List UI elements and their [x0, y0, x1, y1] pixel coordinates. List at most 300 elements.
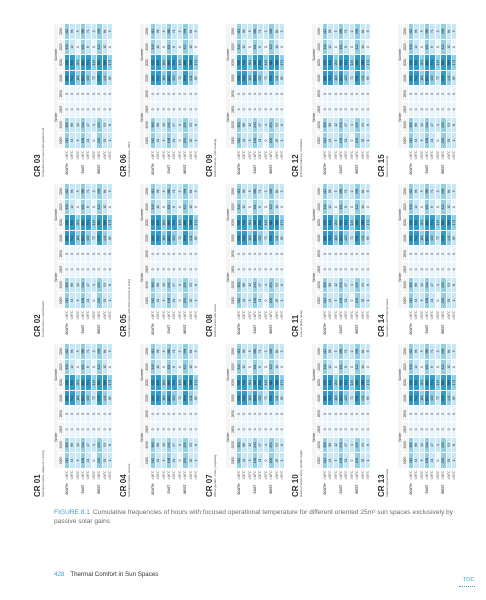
orientation-label: WEST — [269, 162, 274, 177]
hours-cell: 0 — [188, 246, 193, 262]
hours-cell: 53 — [360, 437, 365, 453]
year-header: 2050 — [317, 86, 322, 102]
hours-cell: 0 — [177, 262, 182, 278]
hours-cell: 0 — [177, 406, 182, 422]
hours-cell: 365 — [150, 277, 155, 293]
hours-cell: 0 — [107, 102, 112, 118]
hours-cell: 0 — [424, 102, 429, 118]
hours-cell: 880 — [441, 215, 446, 231]
hours-cell: 0 — [263, 199, 268, 215]
hours-cell: 322 — [441, 39, 446, 55]
hours-cell: 196 — [338, 453, 343, 469]
hours-cell: 12 — [414, 39, 419, 55]
hours-cell: 0 — [107, 262, 112, 278]
hours-cell: 512 — [328, 390, 333, 406]
temperature-condition: >26°C — [156, 468, 161, 482]
hours-cell: 0 — [328, 422, 333, 438]
year-header: 2050 — [145, 24, 150, 40]
hours-cell: 441 — [360, 230, 365, 246]
hours-cell: 880 — [355, 215, 360, 231]
hours-cell: 0 — [441, 246, 446, 262]
temperature-condition: >35°C — [107, 308, 112, 322]
hours-cell: 322 — [269, 199, 274, 215]
year-header: 2005 — [317, 453, 322, 469]
temperature-condition: >26°C — [102, 468, 107, 482]
temperature-condition: >35°C — [91, 308, 96, 322]
hours-cell: 412 — [150, 344, 155, 360]
temperature-condition: >18°C — [355, 148, 360, 162]
temperature-condition: >26°C — [86, 468, 91, 482]
hours-cell: 21 — [344, 453, 349, 469]
hours-cell: 171 — [365, 55, 370, 71]
year-header: 2005 — [403, 102, 408, 118]
hours-cell: 6 — [279, 277, 284, 293]
hours-cell: 512 — [70, 230, 75, 246]
toc-link[interactable]: TOC — [463, 577, 475, 583]
panel-description: Glazed balcony with shading — [213, 138, 217, 177]
hours-cell: 5 — [247, 24, 252, 40]
hours-cell: 512 — [156, 70, 161, 86]
hours-cell: 12 — [70, 199, 75, 215]
panel-description: Conservatory / semiheated — [41, 301, 45, 337]
year-header: 2050 — [403, 344, 408, 360]
hours-cell: 0 — [424, 246, 429, 262]
hours-cell: 4 — [91, 437, 96, 453]
hours-cell: 25 — [446, 453, 451, 469]
hours-cell: 0 — [333, 406, 338, 422]
hours-cell: 53 — [188, 117, 193, 133]
hours-cell: 834 — [269, 70, 274, 86]
hours-cell: 340 — [408, 359, 413, 375]
hours-cell: 512 — [414, 230, 419, 246]
hours-cell: 441 — [188, 230, 193, 246]
hours-cell: 72 — [177, 70, 182, 86]
hours-cell: 812 — [252, 70, 257, 86]
hours-cell: 312 — [236, 293, 241, 309]
hours-cell: 44 — [70, 133, 75, 149]
cr-panel — [290, 340, 376, 500]
hours-cell: 322 — [355, 39, 360, 55]
hours-cell: 380 — [80, 24, 85, 40]
orientation-label — [279, 322, 284, 337]
hours-cell: 512 — [414, 390, 419, 406]
temperature-condition: >26°C — [258, 308, 263, 322]
orientation-label — [279, 162, 284, 177]
hours-cell: 53 — [274, 117, 279, 133]
cr-panel — [32, 180, 118, 340]
hours-cell: 5 — [75, 184, 80, 200]
hours-cell: 0 — [177, 453, 182, 469]
hours-cell: 412 — [322, 184, 327, 200]
year-header: 2005 — [403, 133, 408, 149]
hours-cell: 0 — [75, 199, 80, 215]
temperature-condition: >18°C — [80, 148, 85, 162]
hours-cell: 0 — [279, 406, 284, 422]
hours-cell: 3 — [333, 133, 338, 149]
season-header: Summer — [54, 184, 59, 246]
hours-cell: 0 — [156, 86, 161, 102]
hours-cell: 365 — [322, 437, 327, 453]
year-header: 2050 — [403, 215, 408, 231]
hours-cell: 0 — [242, 102, 247, 118]
hours-cell: 0 — [150, 422, 155, 438]
hours-cell: 0 — [419, 262, 424, 278]
hours-cell: 12 — [419, 117, 424, 133]
hours-cell: 25 — [188, 293, 193, 309]
hours-cell: 3 — [107, 24, 112, 40]
hours-cell: 0 — [188, 102, 193, 118]
hours-cell: 53 — [188, 437, 193, 453]
hours-cell: 25 — [102, 133, 107, 149]
orientation-label: EAST — [424, 482, 429, 497]
hours-cell: 259 — [269, 437, 274, 453]
hours-cell: 0 — [333, 262, 338, 278]
hours-cell: 171 — [193, 55, 198, 71]
hours-cell: 96 — [70, 184, 75, 200]
year-header: 2050 — [403, 406, 408, 422]
orientation-label: EAST — [424, 322, 429, 337]
hours-cell: 866 — [424, 375, 429, 391]
hours-cell: 881 — [150, 390, 155, 406]
season-header: Winter — [54, 246, 59, 308]
hours-cell: 84 — [188, 184, 193, 200]
temperature-condition: >26°C — [102, 308, 107, 322]
hours-cell: 0 — [365, 422, 370, 438]
hours-cell: 149 — [177, 215, 182, 231]
hours-cell: 3 — [279, 24, 284, 40]
hours-cell: 205 — [441, 293, 446, 309]
year-header: 2005 — [317, 359, 322, 375]
year-header: 2050 — [403, 55, 408, 71]
temperature-condition: >35°C — [263, 148, 268, 162]
temperature-condition: >18°C — [338, 148, 343, 162]
hours-cell: 0 — [193, 39, 198, 55]
hours-cell: 0 — [328, 246, 333, 262]
hours-cell: 12 — [156, 199, 161, 215]
hours-cell: 149 — [91, 215, 96, 231]
temperature-condition: >18°C — [183, 148, 188, 162]
hours-cell: 4 — [263, 277, 268, 293]
hours-cell: 96 — [328, 344, 333, 360]
hours-cell: 53 — [102, 117, 107, 133]
orientation-label: SOUTH — [64, 323, 69, 335]
hours-cell: 812 — [338, 70, 343, 86]
year-header: 2005 — [403, 390, 408, 406]
hours-cell: 398 — [183, 344, 188, 360]
hours-cell: 88 — [414, 117, 419, 133]
hours-cell: 0 — [70, 406, 75, 422]
year-header: 2005 — [231, 102, 236, 118]
hours-cell: 96 — [242, 184, 247, 200]
orientation-label: EAST — [166, 482, 171, 497]
table-row — [193, 184, 198, 337]
hours-cell: 10 — [446, 39, 451, 55]
hours-cell: 84 — [446, 184, 451, 200]
hours-cell: 0 — [161, 262, 166, 278]
year-header: 2050 — [403, 86, 408, 102]
hours-cell: 0 — [360, 262, 365, 278]
hours-cell: 204 — [247, 215, 252, 231]
hours-cell: 441 — [102, 230, 107, 246]
hours-cell: 8 — [172, 199, 177, 215]
season-header: Summer — [398, 184, 403, 246]
hours-cell: 205 — [183, 133, 188, 149]
orientation-label — [365, 322, 370, 337]
hours-cell: 398 — [97, 24, 102, 40]
hours-cell: 398 — [183, 184, 188, 200]
hours-cell: 568 — [102, 55, 107, 71]
hours-cell: 241 — [338, 117, 343, 133]
orientation-label: SOUTH — [236, 323, 241, 335]
hours-cell: 512 — [70, 70, 75, 86]
hours-cell: 6 — [193, 117, 198, 133]
hours-cell: 10 — [360, 39, 365, 55]
hours-cell: 44 — [242, 133, 247, 149]
hours-cell: 71 — [344, 184, 349, 200]
panel-description: Glazed veranda — [385, 155, 389, 177]
temperature-condition: >35°C — [451, 308, 456, 322]
hours-cell: 0 — [274, 262, 279, 278]
hours-cell: 47 — [344, 437, 349, 453]
hours-cell: 21 — [258, 453, 263, 469]
hours-cell: 0 — [91, 262, 96, 278]
table-row — [107, 24, 112, 177]
hours-cell: 403 — [344, 390, 349, 406]
temperature-condition: >18°C — [80, 468, 85, 482]
hours-cell: 380 — [424, 344, 429, 360]
hours-cell: 88 — [70, 117, 75, 133]
hours-cell: 3 — [161, 453, 166, 469]
frequency-table — [311, 343, 371, 497]
hours-cell: 512 — [70, 390, 75, 406]
hours-cell: 149 — [177, 55, 182, 71]
hours-cell: 0 — [183, 102, 188, 118]
hours-cell: 531 — [86, 375, 91, 391]
temperature-condition: >35°C — [451, 468, 456, 482]
hours-cell: 21 — [430, 453, 435, 469]
hours-cell: 0 — [441, 86, 446, 102]
hours-cell: 0 — [279, 359, 284, 375]
hours-cell: 0 — [419, 406, 424, 422]
hours-cell: 365 — [236, 437, 241, 453]
hours-cell: 866 — [338, 55, 343, 71]
hours-cell: 47 — [258, 277, 263, 293]
hours-cell: 312 — [64, 453, 69, 469]
year-header: 2005 — [403, 199, 408, 215]
year-header: 2005 — [145, 230, 150, 246]
hours-cell: 0 — [91, 102, 96, 118]
hours-cell: 205 — [183, 453, 188, 469]
temperature-condition: >18°C — [64, 468, 69, 482]
hours-cell: 84 — [274, 24, 279, 40]
hours-cell: 0 — [252, 102, 257, 118]
hours-cell: 0 — [97, 86, 102, 102]
hours-cell: 12 — [328, 359, 333, 375]
hours-cell: 0 — [441, 262, 446, 278]
temperature-condition: >18°C — [183, 308, 188, 322]
year-header: 2050 — [317, 246, 322, 262]
hours-cell: 25 — [360, 293, 365, 309]
hours-cell: 0 — [236, 262, 241, 278]
hours-cell: 89 — [193, 70, 198, 86]
season-header: Summer — [140, 344, 145, 406]
panel-description: Semiopen space, adjacent to living — [41, 450, 45, 497]
hours-cell: 0 — [156, 422, 161, 438]
hours-cell: 5 — [333, 24, 338, 40]
year-header: 2005 — [231, 39, 236, 55]
hours-cell: 89 — [107, 230, 112, 246]
year-header: 2005 — [59, 230, 64, 246]
table-row — [365, 24, 370, 177]
hours-cell: 12 — [419, 277, 424, 293]
hours-cell: 3 — [161, 133, 166, 149]
hours-cell: 380 — [338, 344, 343, 360]
hours-cell: 71 — [86, 24, 91, 40]
hours-cell: 0 — [333, 422, 338, 438]
temperature-condition: >26°C — [328, 148, 333, 162]
hours-cell: 96 — [414, 344, 419, 360]
hours-cell: 0 — [75, 102, 80, 118]
hours-cell: 71 — [258, 344, 263, 360]
panel-title: CR 14 — [377, 314, 386, 337]
hours-cell: 0 — [349, 359, 354, 375]
hours-cell: 0 — [424, 422, 429, 438]
hours-cell: 0 — [349, 39, 354, 55]
temperature-condition: >35°C — [161, 308, 166, 322]
hours-cell: 0 — [75, 359, 80, 375]
hours-cell: 53 — [274, 437, 279, 453]
hours-cell: 71 — [86, 344, 91, 360]
temperature-condition: >35°C — [365, 148, 370, 162]
hours-cell: 0 — [365, 199, 370, 215]
hours-cell: 0 — [247, 246, 252, 262]
hours-cell: 640 — [242, 375, 247, 391]
hours-cell: 89 — [279, 70, 284, 86]
orientation-label — [193, 322, 198, 337]
year-header: 2050 — [145, 184, 150, 200]
hours-cell: 6 — [279, 437, 284, 453]
hours-cell: 12 — [242, 39, 247, 55]
hours-cell: 21 — [172, 293, 177, 309]
hours-cell: 0 — [102, 102, 107, 118]
hours-cell: 88 — [156, 117, 161, 133]
hours-cell: 0 — [75, 39, 80, 55]
year-header: 2005 — [403, 262, 408, 278]
hours-cell: 0 — [80, 86, 85, 102]
hours-cell: 3 — [75, 293, 80, 309]
hours-cell: 171 — [365, 215, 370, 231]
hours-cell: 301 — [338, 199, 343, 215]
hours-cell: 241 — [252, 277, 257, 293]
hours-cell: 53 — [446, 437, 451, 453]
hours-cell: 6 — [451, 277, 456, 293]
table-row — [279, 24, 284, 177]
hours-cell: 412 — [150, 184, 155, 200]
hours-cell: 441 — [360, 390, 365, 406]
hours-cell: 812 — [166, 70, 171, 86]
hours-cell: 5 — [75, 24, 80, 40]
hours-cell: 71 — [430, 24, 435, 40]
hours-cell: 0 — [177, 102, 182, 118]
season-header: Winter — [54, 406, 59, 468]
hours-cell: 301 — [252, 359, 257, 375]
orientation-label — [451, 162, 456, 177]
hours-cell: 2 — [91, 184, 96, 200]
orientation-label: WEST — [355, 162, 360, 177]
hours-cell: 380 — [166, 344, 171, 360]
hours-cell: 531 — [430, 55, 435, 71]
hours-cell: 0 — [166, 102, 171, 118]
hours-cell: 89 — [107, 70, 112, 86]
season-header: Summer — [54, 24, 59, 86]
hours-cell: 196 — [424, 133, 429, 149]
hours-cell: 149 — [435, 55, 440, 71]
year-header: 2005 — [145, 199, 150, 215]
hours-cell: 340 — [64, 39, 69, 55]
orientation-label: WEST — [183, 482, 188, 497]
temperature-condition: >35°C — [161, 468, 166, 482]
hours-cell: 380 — [252, 24, 257, 40]
hours-cell: 3 — [333, 293, 338, 309]
cr-panel — [118, 20, 204, 180]
temperature-condition: >35°C — [247, 468, 252, 482]
hours-cell: 340 — [236, 199, 241, 215]
hours-cell: 0 — [80, 246, 85, 262]
year-header: 2050 — [145, 277, 150, 293]
hours-cell: 205 — [355, 133, 360, 149]
year-header: 2005 — [403, 70, 408, 86]
hours-cell: 0 — [414, 86, 419, 102]
season-header: Winter — [312, 86, 317, 148]
hours-cell: 0 — [441, 406, 446, 422]
hours-cell: 4 — [435, 117, 440, 133]
hours-cell: 301 — [80, 359, 85, 375]
orientation-label: WEST — [269, 482, 274, 497]
temperature-condition: >26°C — [344, 308, 349, 322]
hours-cell: 834 — [183, 70, 188, 86]
hours-cell: 866 — [252, 55, 257, 71]
hours-cell: 880 — [269, 55, 274, 71]
hours-cell: 0 — [435, 262, 440, 278]
table-row — [193, 24, 198, 177]
hours-cell: 0 — [451, 86, 456, 102]
hours-cell: 834 — [97, 390, 102, 406]
year-header: 2005 — [145, 70, 150, 86]
year-header: 2050 — [231, 437, 236, 453]
hours-cell: 3 — [193, 184, 198, 200]
hours-cell: 403 — [344, 230, 349, 246]
hours-cell: 6 — [107, 277, 112, 293]
hours-cell: 412 — [64, 24, 69, 40]
hours-cell: 0 — [70, 262, 75, 278]
hours-cell: 47 — [344, 117, 349, 133]
hours-cell: 2 — [349, 344, 354, 360]
hours-cell: 0 — [252, 262, 257, 278]
hours-cell: 259 — [97, 117, 102, 133]
year-header: 2005 — [403, 422, 408, 438]
hours-cell: 0 — [64, 246, 69, 262]
year-header: 2005 — [145, 422, 150, 438]
hours-cell: 0 — [177, 293, 182, 309]
hours-cell: 0 — [349, 406, 354, 422]
temperature-condition: >35°C — [263, 308, 268, 322]
hours-cell: 0 — [355, 86, 360, 102]
hours-cell: 312 — [408, 293, 413, 309]
temperature-condition: >26°C — [258, 468, 263, 482]
hours-cell: 0 — [408, 102, 413, 118]
hours-cell: 301 — [252, 199, 257, 215]
hours-cell: 6 — [365, 437, 370, 453]
